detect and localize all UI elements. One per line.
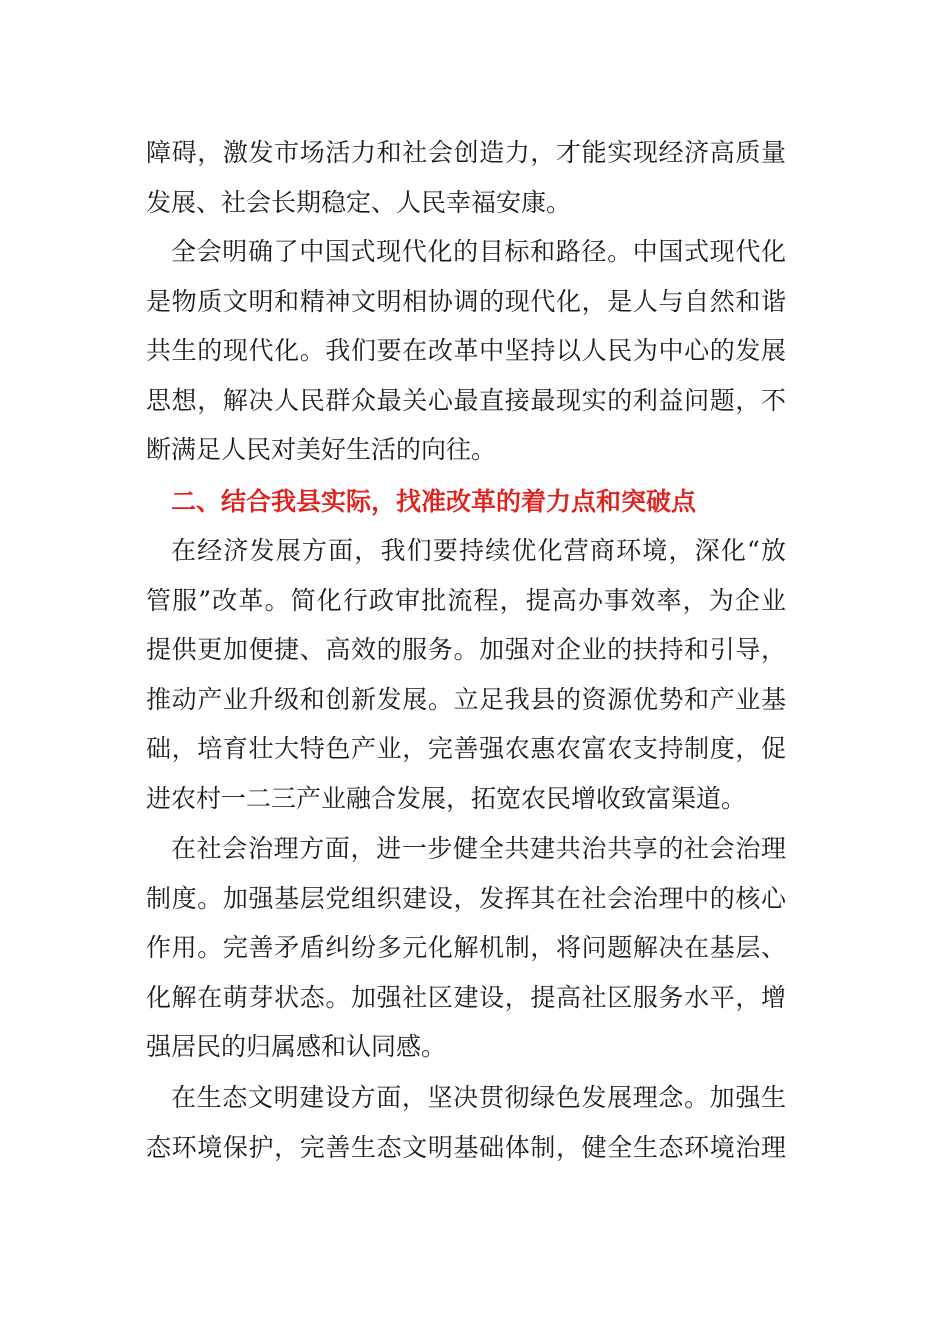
paragraph-reform-outcomes xyxy=(146,128,786,227)
text-line: 在经济发展方面，我们要持续优化营商环境，深化“放 xyxy=(171,536,786,565)
text-line: 础，培育壮大特色产业，完善强农惠农富农支持制度，促 xyxy=(146,734,786,763)
text-line: 共生的现代化。我们要在改革中坚持以人民为中心的发展 xyxy=(146,336,786,365)
text-line: 制度。加强基层党组织建设，发挥其在社会治理中的核心 xyxy=(146,883,786,913)
text-line: 在社会治理方面，进一步健全共建共治共享的社会治理 xyxy=(171,834,786,863)
text-line: 推动产业升级和创新发展。立足我县的资源优势和产业基 xyxy=(146,684,786,714)
text-line: 是物质文明和精神文明相协调的现代化，是人与自然和谐 xyxy=(146,286,786,316)
text-line: 进农村一二三产业融合发展，拓宽农民增收致富渠道。 xyxy=(146,783,747,813)
text-line: 全会明确了中国式现代化的目标和路径。中国式现代化 xyxy=(171,237,786,266)
text-line: 强居民的归属感和认同感。 xyxy=(146,1032,447,1061)
text-line: 态环境保护，完善生态文明基础体制，健全生态环境治理 xyxy=(146,1132,786,1162)
text-line: 在生态文明建设方面，坚决贯彻绿色发展理念。加强生 xyxy=(171,1083,786,1112)
text-line: 化解在萌芽状态。加强社区建设，提高社区服务水平，增 xyxy=(146,982,786,1012)
text-line: 作用。完善矛盾纠纷多元化解机制，将问题解决在基层、 xyxy=(146,933,786,962)
text-line: 提供更加便捷、高效的服务。加强对企业的扶持和引导， xyxy=(146,635,786,664)
paragraph-social-governance xyxy=(146,824,786,1072)
text-line: 思想，解决人民群众最关心最直接最现实的利益问题，不 xyxy=(146,385,786,415)
text-line: 发展、社会长期稳定、人民幸福安康。 xyxy=(146,187,572,217)
text-line: 障碍，激发市场活力和社会创造力，才能实现经济高质量 xyxy=(146,138,786,167)
text-line: 管服”改革。简化行政审批流程，提高办事效率，为企业 xyxy=(146,585,786,615)
paragraph-ecological-civilization xyxy=(146,1073,786,1172)
paragraph-chinese-modernization xyxy=(146,227,786,475)
text-line: 断满足人民对美好生活的向往。 xyxy=(146,435,497,464)
section-heading: 二、结合我县实际，找准改革的着力点和突破点 xyxy=(171,487,697,516)
paragraph-economic-development xyxy=(146,526,786,823)
